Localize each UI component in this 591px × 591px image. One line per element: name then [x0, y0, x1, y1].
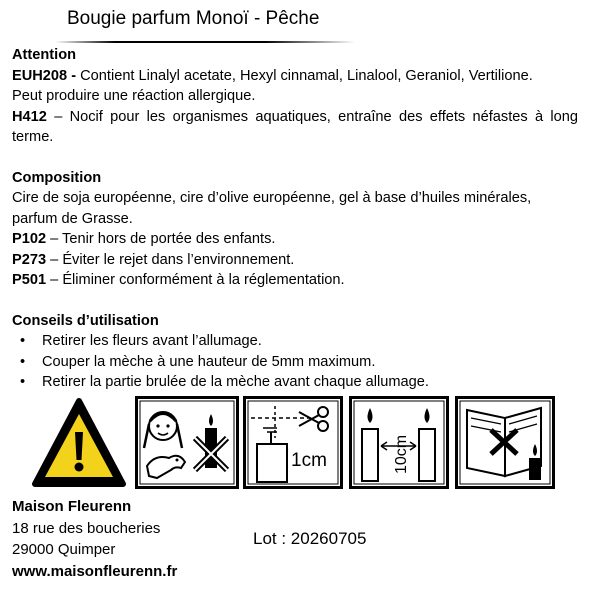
- p273-code: P273: [12, 251, 47, 268]
- list-item: • Retirer la partie brulée de la mèche avant chaque allumage.: [42, 372, 578, 393]
- distance-label: 10cm: [393, 434, 410, 474]
- keep-away-from-children-pets-icon: [135, 396, 239, 489]
- h412-text: – Nocif pour les organismes aquatiques, entraîne des effets néfastes à long terme.: [12, 108, 578, 145]
- p102-line: [12, 229, 578, 250]
- list-item: • Couper la mèche à une hauteur de 5mm maximum.: [42, 352, 578, 373]
- website-link[interactable]: www.maisonfleurenn.fr: [12, 562, 178, 580]
- wick-size-label: 1cm: [291, 450, 327, 471]
- lot-number: Lot : 20260705: [253, 529, 367, 548]
- product-title: Bougie parfum Monoï - Pêche: [67, 8, 320, 29]
- p501-code: P501: [12, 272, 47, 288]
- street-address: 18 rue des boucheries: [12, 519, 161, 537]
- warning-triangle-icon: [31, 396, 127, 489]
- no-draft-icon: [455, 396, 555, 489]
- list-item: • Retirer les fleurs avant l’allumage.: [42, 331, 578, 352]
- conseils-heading: Conseils d’utilisation: [12, 312, 159, 329]
- attention-heading: Attention: [12, 47, 77, 63]
- manufacturer-info: [12, 496, 177, 582]
- composition-text: Cire de soja européenne, cire d’olive européenne, gel à base d’huiles minérales, parfum de Grasse.: [12, 190, 532, 227]
- reaction-line: Peut produire une réaction allergique.: [12, 88, 256, 104]
- wick-trim-icon: [243, 396, 343, 489]
- euh208-code: EUH208 -: [12, 67, 77, 84]
- brand-name: Maison Fleurenn: [12, 498, 132, 515]
- h412-code: H412: [12, 108, 47, 125]
- euh208-text: Contient Linalyl acetate, Hexyl cinnamal, Linalool, Geraniol, Vertilione.: [76, 67, 533, 84]
- p273-text: – Éviter le rejet dans l’environnement.: [46, 251, 295, 268]
- p102-code: P102: [12, 231, 47, 247]
- conseils-list: [12, 331, 578, 393]
- city-address: 29000 Quimper: [12, 541, 116, 558]
- title-underline: [55, 41, 355, 43]
- p102-text: – Tenir hors de portée des enfants.: [46, 231, 276, 247]
- p273-line: [12, 250, 578, 271]
- label-content: [12, 45, 578, 393]
- candle-distance-icon: [349, 396, 449, 489]
- h412-line: [12, 107, 578, 148]
- euh208-line: [12, 66, 578, 87]
- p501-line: [12, 270, 578, 291]
- p501-text: – Éliminer conformément à la réglementation.: [46, 272, 345, 288]
- composition-heading: Composition: [12, 169, 102, 186]
